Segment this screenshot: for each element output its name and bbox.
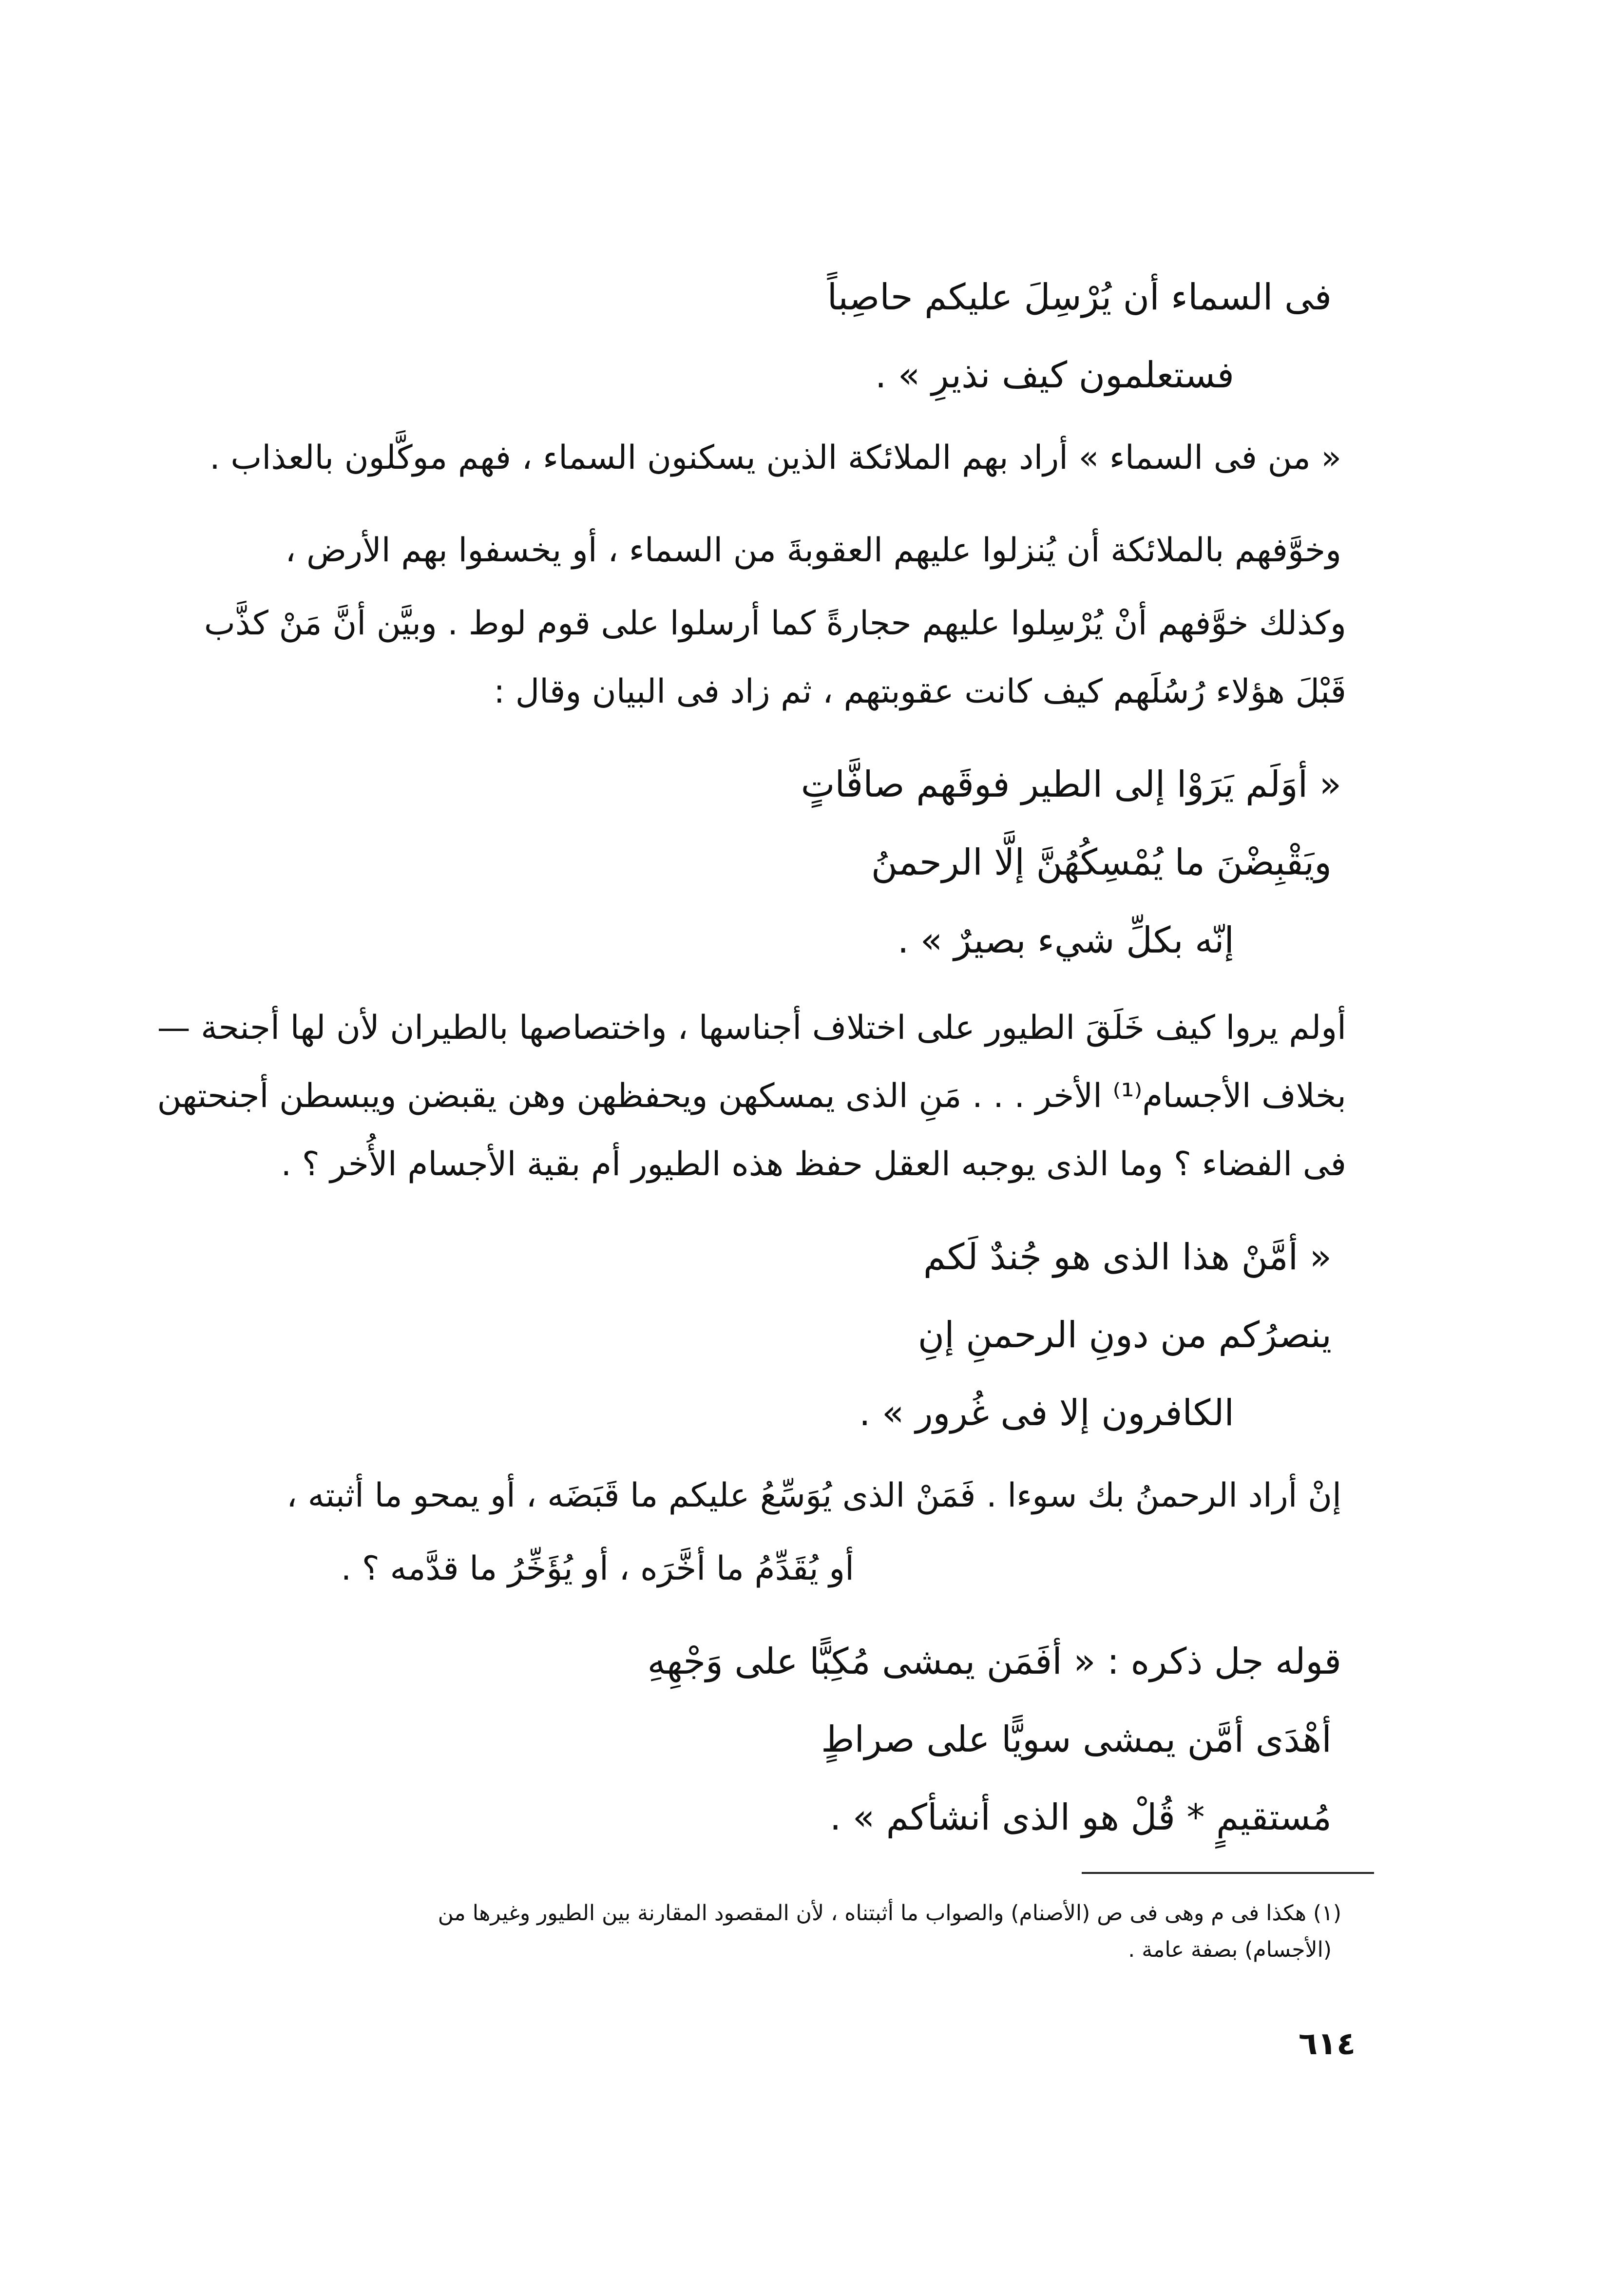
verse-line: مُستقيمٍ * قُلْ هو الذى أنشأكم » . [829,1796,1332,1838]
paragraph-line: أولم يروا كيف خَلَقَ الطيور على اختلاف أجناسها ، واختصاصها بالطيران لأن لها أجنحة — [157,1009,1346,1047]
verse-line: قوله جل ذكره : « أفَمَن يمشى مُكِبًّا على وَجْهِهِ [647,1641,1341,1682]
verse-line: الكافرون إلا فى غُرور » . [859,1392,1234,1434]
verse-line: أهْدَى أمَّن يمشى سويًّا على صراطٍ [821,1718,1332,1760]
paragraph-line: وكذلك خوَّفهم أنْ يُرْسِلوا عليهم حجارةً كما أرسلوا على قوم لوط . وبيَّن أنَّ مَنْ كذَّب [204,604,1346,643]
verse-line: فى السماء أن يُرْسِلَ عليكم حاصِباً [827,276,1332,318]
paragraph-line: أو يُقَدِّمُ ما أخَّرَه ، أو يُؤَخِّرُ ما قدَّمه ؟ . [341,1549,854,1588]
verse-line: « أمَّنْ هذا الذى هو جُندٌ لَكم [923,1236,1332,1278]
footnote-line: (الأجسام) بصفة عامة . [1128,1937,1332,1962]
footnote-separator [1082,1872,1374,1874]
verse-line: إنّه بكلِّ شيء بصيرٌ » . [897,919,1234,961]
verse-line: ينصرُكم من دونِ الرحمنِ إنِ [917,1314,1332,1356]
verse-line: ويَقْبِضْنَ ما يُمْسِكُهُنَّ إلَّا الرحمنُ [871,841,1332,883]
verse-line: « أوَلَم يَرَوْا إلى الطير فوقَهم صافَّاتٍ [801,764,1341,805]
paragraph-line: فى الفضاء ؟ وما الذى يوجبه العقل حفظ هذه الطيور أم بقية الأجسام الأُخر ؟ . [281,1145,1346,1184]
paragraph-line: وخوَّفهم بالملائكة أن يُنزلوا عليهم العقوبةَ من السماء ، أو يخسفوا بهم الأرض ، [285,531,1341,570]
verse-line: فستعلمون كيف نذيرِ » . [875,354,1234,396]
page-number: ٦١٤ [1299,2026,1356,2062]
paragraph-line: قَبْلَ هؤلاء رُسُلَهم كيف كانت عقوبتهم ، ثم زاد فى البيان وقال : [494,672,1346,711]
footnote-line: (١) هكذا فى م وهى فى ص (الأصنام) والصواب ما أثبتناه ، لأن المقصود المقارنة بين الطيور وغيرها من [438,1901,1341,1926]
paragraph-line: « من فى السماء » أراد بهم الملائكة الذين يسكنون السماء ، فهم موكَّلون بالعذاب . [210,439,1341,477]
paragraph-line: بخلاف الأجسام⁽¹⁾ الأخر . . . مَنِ الذى يمسكهن ويحفظهن وهن يقبضن ويبسطن أجنحتهن [157,1077,1346,1115]
paragraph-line: إنْ أراد الرحمنُ بك سوءا . فَمَنْ الذى يُوَسِّعُ عليكم ما قَبَضَه ، أو يمحو ما أثبته ، [287,1476,1341,1515]
